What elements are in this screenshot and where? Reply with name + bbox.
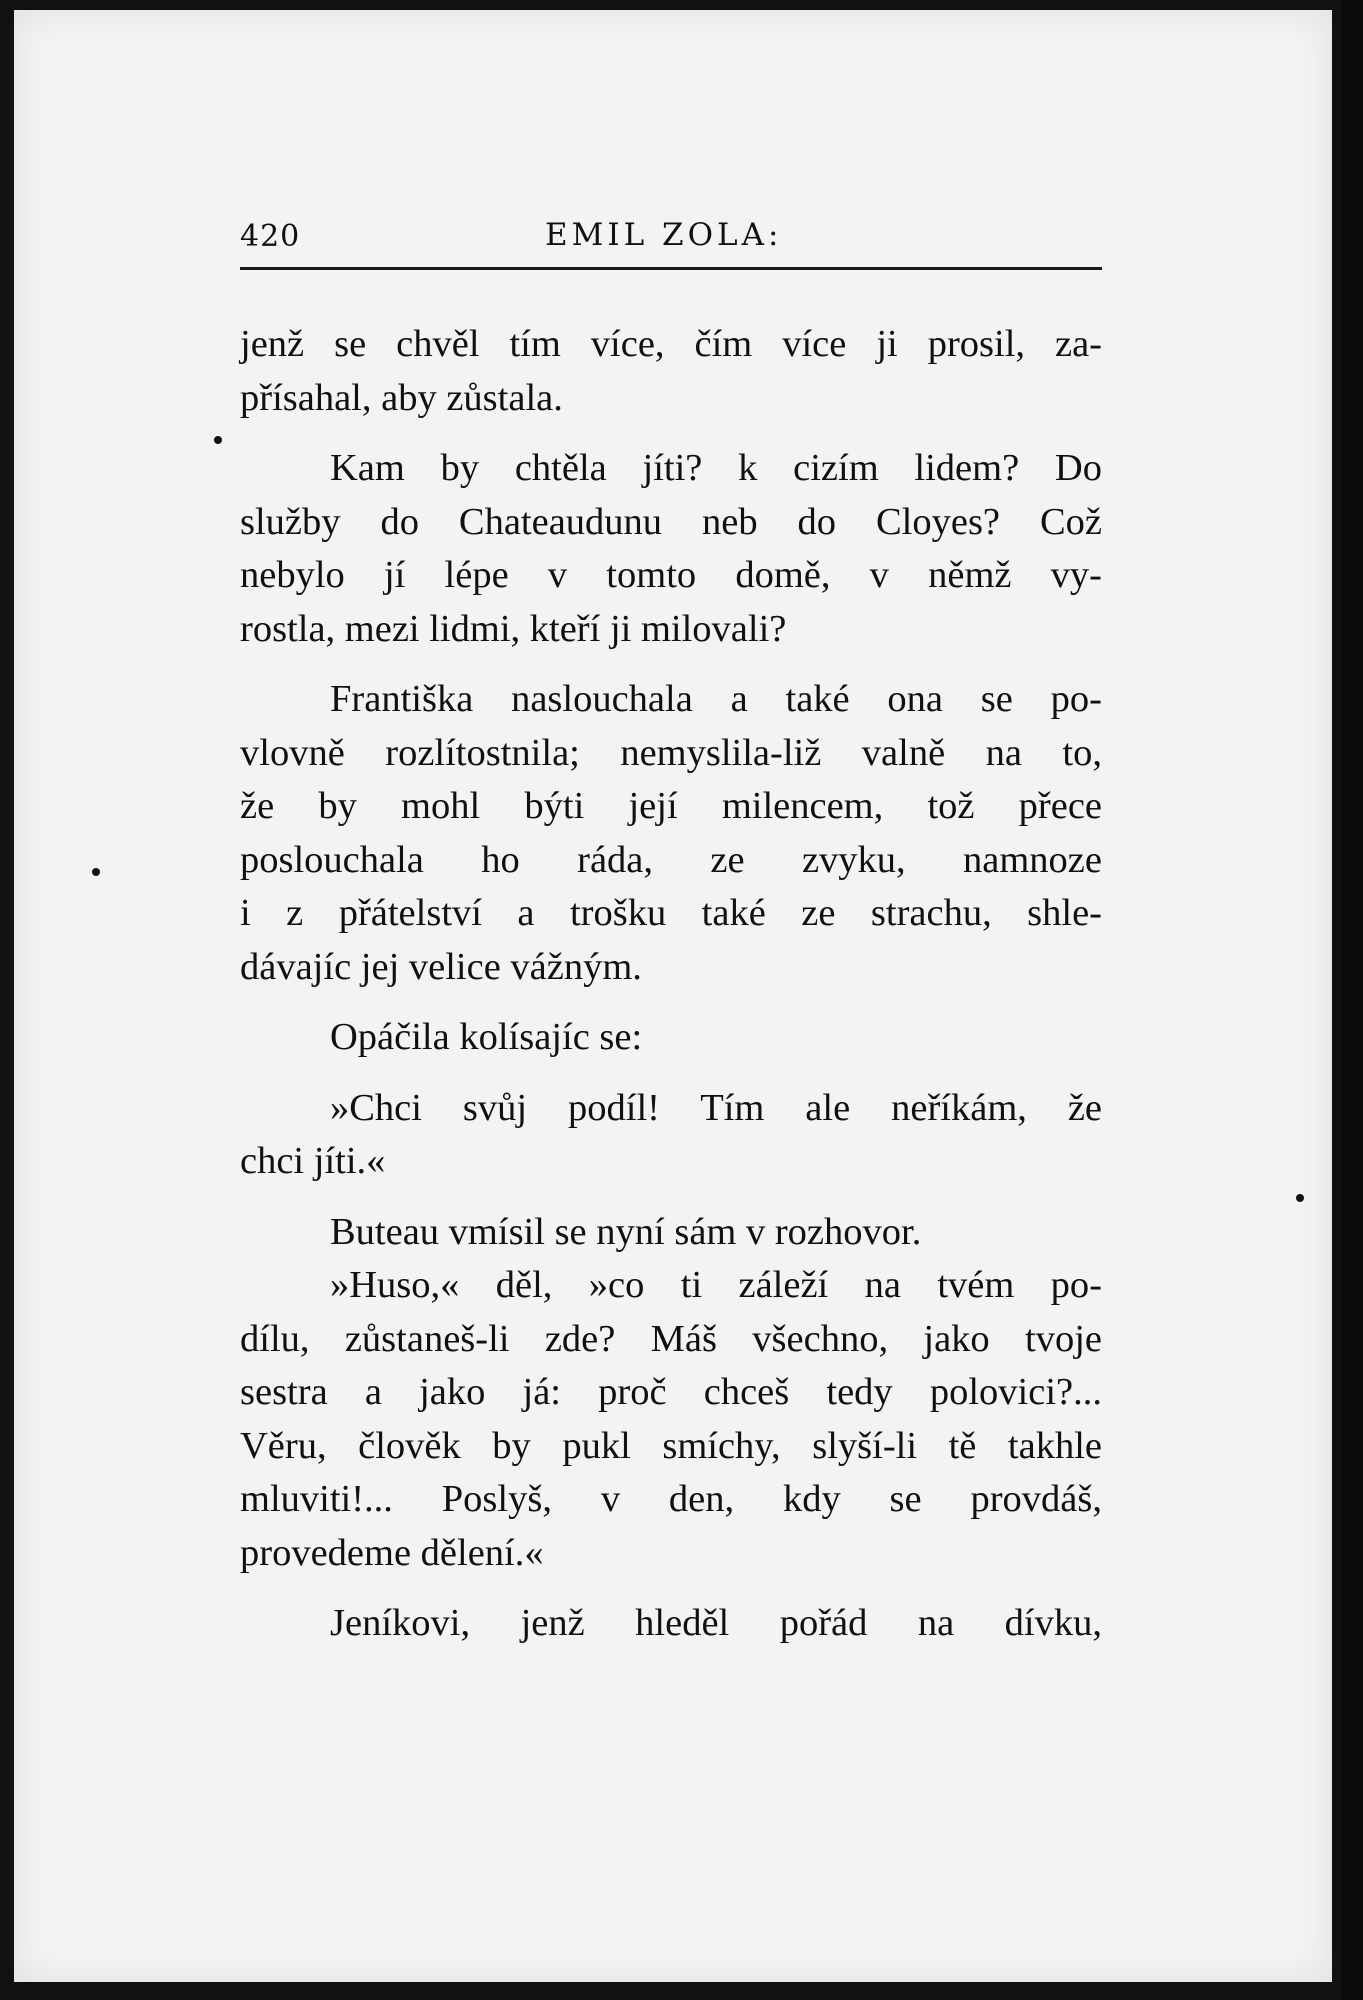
text-line: Kam by chtěla jíti? k cizím lidem? Do: [330, 447, 1102, 489]
text-line: vlovně rozlítostnila; nemyslila-liž valně na to,: [240, 731, 1102, 774]
text-line: Buteau vmísil se nyní sám v rozhovor.: [330, 1210, 922, 1253]
running-title: EMIL ZOLA:: [545, 217, 783, 253]
paragraph: [240, 1206, 1102, 1260]
text-line: dávajíc jej velice vážným.: [240, 945, 642, 988]
scan-edge: [1341, 0, 1363, 2000]
paragraph: [240, 1011, 1102, 1065]
paragraph: [240, 1259, 1102, 1580]
text-line: přísahal, aby zůstala.: [240, 376, 563, 419]
paragraph: [240, 318, 1102, 425]
text-line: dílu, zůstaneš-li zde? Máš všechno, jako tvoje: [240, 1317, 1102, 1360]
paragraph: [240, 673, 1102, 994]
text-line: služby do Chateaudunu neb do Cloyes? Což: [240, 500, 1102, 543]
text-line: že by mohl býti její milencem, tož přece: [240, 785, 1102, 827]
page-number: 420: [240, 219, 301, 254]
text-line: mluviti!... Poslyš, v den, kdy se provdáš,: [240, 1478, 1102, 1520]
header-rule: [240, 267, 1102, 270]
paragraph: [240, 1082, 1102, 1189]
text-line: rostla, mezi lidmi, kteří ji milovali?: [240, 607, 787, 650]
paragraph: [240, 1597, 1102, 1651]
body-text: [240, 318, 1102, 1651]
text-line: Opáčila kolísajíc se:: [330, 1016, 643, 1058]
text-line: »Huso,« děl, »co ti záleží na tvém po-: [330, 1264, 1102, 1306]
page-header: [240, 215, 1102, 255]
text-line: Františka naslouchala a také ona se po-: [330, 678, 1102, 720]
text-line: sestra a jako já: proč chceš tedy polovici?...: [240, 1371, 1102, 1413]
ink-speck: [92, 868, 100, 876]
text-line: provedeme dělení.«: [240, 1531, 544, 1574]
ink-speck: [1296, 1194, 1304, 1202]
paragraph: [240, 442, 1102, 656]
text-line: nebylo jí lépe v tomto domě, v němž vy-: [240, 554, 1102, 596]
text-line: Jeníkovi, jenž hleděl pořád na dívku,: [330, 1602, 1102, 1644]
text-line: jenž se chvěl tím více, čím více ji prosil, za-: [240, 323, 1102, 365]
text-line: »Chci svůj podíl! Tím ale neříkám, že: [330, 1086, 1102, 1129]
text-line: i z přátelství a trošku také ze strachu, shle-: [240, 892, 1102, 934]
ink-speck: [214, 436, 222, 444]
text-line: chci jíti.«: [240, 1140, 386, 1182]
text-line: Věru, člověk by pukl smíchy, slyší-li tě takhle: [240, 1424, 1102, 1467]
text-line: poslouchala ho ráda, ze zvyku, namnoze: [240, 838, 1102, 881]
